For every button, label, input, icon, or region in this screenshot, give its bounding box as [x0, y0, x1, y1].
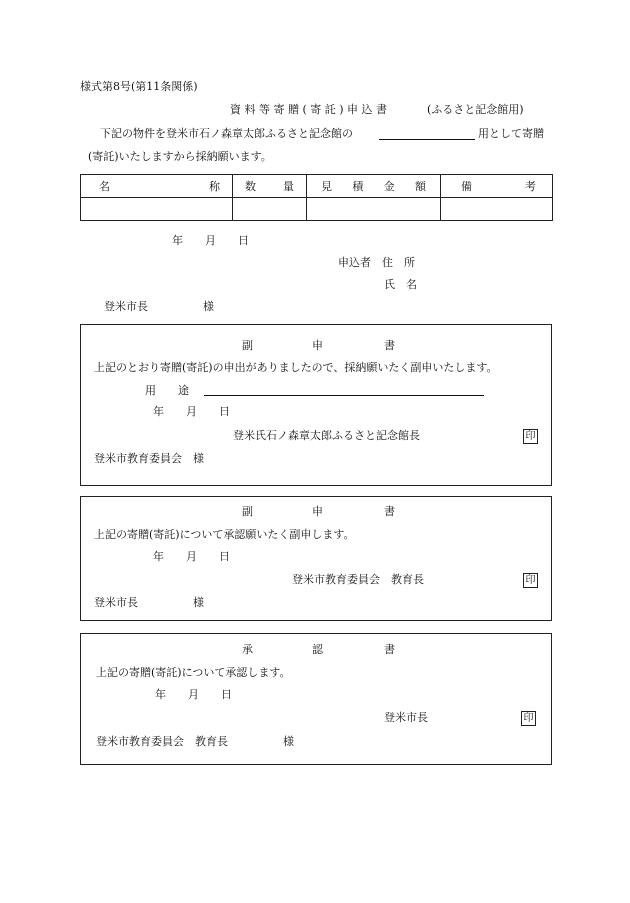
table-row [81, 198, 553, 221]
box1-text: 上記のとおり寄贈(寄託)の申出がありましたので、採納願いたく副申いたします。 [94, 361, 498, 374]
box3-title-2: 認 [312, 643, 323, 656]
form-number: 様式第8号(第11条関係) [80, 80, 198, 93]
box2-seal: 印 [523, 573, 538, 588]
box2-title-2: 申 [312, 505, 323, 518]
box3-addressee: 登米市教育委員会 教育長 様 [96, 735, 294, 748]
intro-text-1: 下記の物件を登米市石ノ森章太郎ふるさと記念館の [100, 127, 353, 140]
items-table [80, 174, 553, 221]
header-quantity: 数 量 [233, 175, 307, 198]
purpose-blank-line [379, 139, 475, 140]
box2-title-1: 副 [242, 505, 253, 518]
box1-seal: 印 [523, 429, 538, 444]
box3-title-3: 書 [384, 643, 395, 656]
box1-signer: 登米氏石ノ森章太郎ふるさと記念館長 [233, 429, 420, 442]
box3-seal: 印 [521, 711, 536, 726]
application-date: 年 月 日 [172, 234, 249, 247]
applicant-name-label: 氏 名 [384, 278, 417, 291]
box1-title-1: 副 [242, 339, 253, 352]
applicant-address-label: 申込者 住 所 [338, 256, 415, 269]
box2-text: 上記の寄贈(寄託)について承認願いたく副申します。 [94, 528, 355, 541]
box3-date: 年 月 日 [155, 688, 232, 701]
box1-purpose-label: 用 途 [145, 384, 189, 397]
box1-purpose-line[interactable] [204, 395, 484, 396]
box1-addressee: 登米市教育委員会 様 [94, 452, 204, 465]
cell-name[interactable] [81, 198, 233, 221]
header-estimate: 見 積 金 額 [307, 175, 441, 198]
cell-remarks[interactable] [441, 198, 553, 221]
box2-date: 年 月 日 [153, 550, 230, 563]
header-name: 名 称 [81, 175, 233, 198]
box3-text: 上記の寄贈(寄託)について承認します。 [96, 666, 291, 679]
box3-signer: 登米市長 [384, 711, 428, 724]
box2-title-3: 書 [384, 505, 395, 518]
box1-title-3: 書 [384, 339, 395, 352]
header-remarks: 備 考 [441, 175, 553, 198]
cell-estimate[interactable] [307, 198, 441, 221]
form-subtitle: (ふるさと記念館用) [427, 103, 524, 116]
box2-addressee: 登米市長 様 [94, 596, 204, 609]
addressee-mayor: 登米市長 様 [104, 300, 214, 313]
box1-title-2: 申 [312, 339, 323, 352]
table-header-row [81, 175, 553, 198]
cell-quantity[interactable] [233, 198, 307, 221]
intro-text-2: 用として寄贈 [478, 127, 544, 140]
form-title: 資 料 等 寄 贈 ( 寄 託 ) 申 込 書 [230, 103, 388, 116]
box2-signer: 登米市教育委員会 教育長 [292, 573, 424, 586]
box3-title-1: 承 [242, 643, 253, 656]
intro-text-3: (寄託)いたしますから採納願います。 [88, 150, 272, 163]
box1-date: 年 月 日 [153, 405, 230, 418]
